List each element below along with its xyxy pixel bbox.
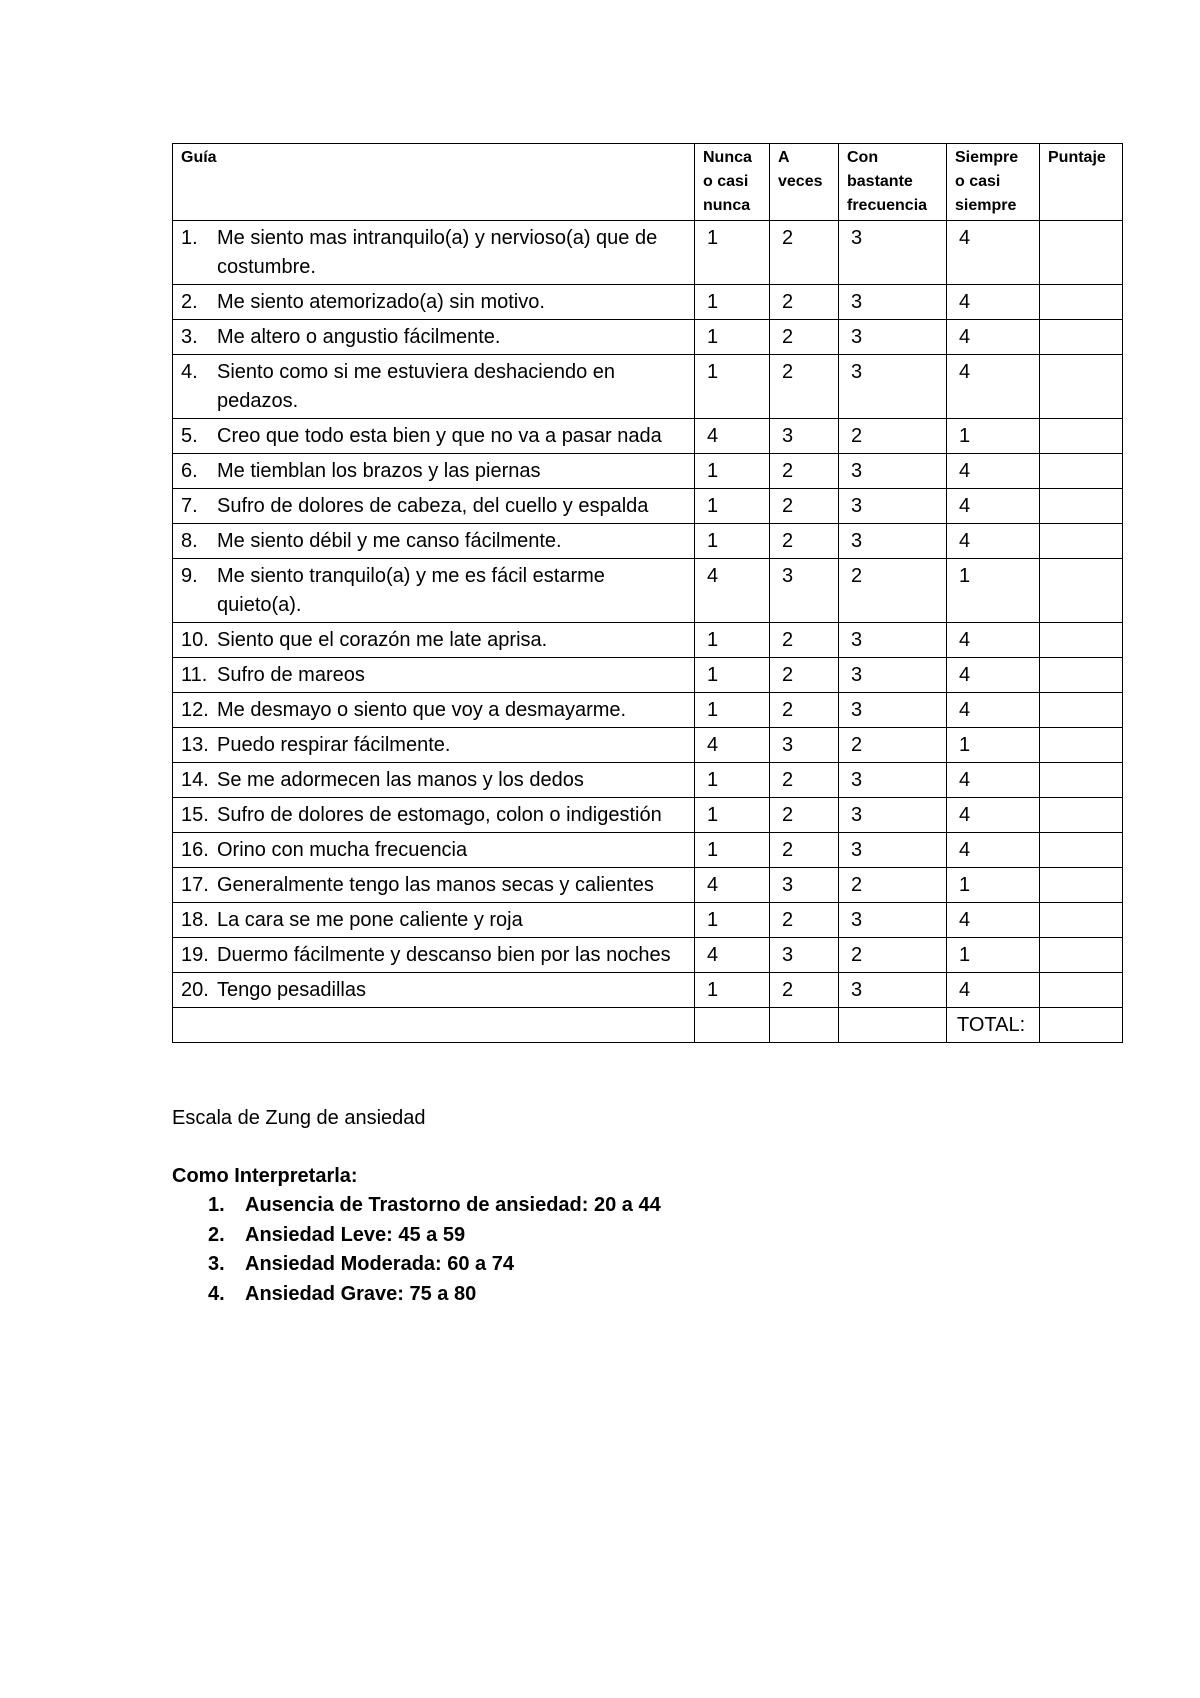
list-item-text: Ansiedad Leve: 45 a 59 <box>245 1223 466 1246</box>
value-siempre: 4 <box>947 454 1040 489</box>
item-cell <box>173 798 695 833</box>
score-cell[interactable] <box>1040 763 1123 798</box>
list-item <box>208 1221 661 1251</box>
table-caption: Escala de Zung de ansiedad <box>172 1107 426 1129</box>
value-siempre: 4 <box>947 798 1040 833</box>
item-text: Tengo pesadillas <box>217 979 366 1001</box>
value-con-bastante-frecuencia: 3 <box>839 903 947 938</box>
item-text: Me siento mas intranquilo(a) y nervioso(a) que de costumbre. <box>217 227 658 278</box>
item-number: 6. <box>181 460 198 482</box>
item-text: Me siento atemorizado(a) sin motivo. <box>217 291 545 313</box>
table-row <box>173 489 1123 524</box>
value-con-bastante-frecuencia: 3 <box>839 658 947 693</box>
score-cell[interactable] <box>1040 938 1123 973</box>
value-con-bastante-frecuencia: 2 <box>839 728 947 763</box>
interpretation-title: Como Interpretarla: <box>172 1165 358 1187</box>
value-siempre: 1 <box>947 938 1040 973</box>
value-nunca: 4 <box>695 938 770 973</box>
item-cell <box>173 693 695 728</box>
score-cell[interactable] <box>1040 658 1123 693</box>
value-nunca: 1 <box>695 833 770 868</box>
item-text: Sufro de dolores de estomago, colon o indigestión <box>217 804 662 826</box>
item-number: 15. <box>181 804 209 826</box>
item-text: Siento que el corazón me late aprisa. <box>217 629 548 651</box>
item-number: 3. <box>181 326 198 348</box>
item-text: Se me adormecen las manos y los dedos <box>217 769 584 791</box>
value-siempre: 4 <box>947 903 1040 938</box>
value-a-veces: 2 <box>770 221 839 285</box>
value-a-veces: 2 <box>770 798 839 833</box>
item-number: 4. <box>181 361 198 383</box>
value-nunca: 1 <box>695 973 770 1008</box>
score-cell[interactable] <box>1040 833 1123 868</box>
value-con-bastante-frecuencia: 3 <box>839 833 947 868</box>
item-cell <box>173 728 695 763</box>
score-cell[interactable] <box>1040 454 1123 489</box>
table-row <box>173 938 1123 973</box>
total-empty-cell <box>173 1008 695 1043</box>
item-cell <box>173 868 695 903</box>
total-empty-cell <box>839 1008 947 1043</box>
item-number: 8. <box>181 530 198 552</box>
list-item <box>208 1250 661 1280</box>
value-a-veces: 2 <box>770 320 839 355</box>
table-row <box>173 798 1123 833</box>
value-a-veces: 3 <box>770 728 839 763</box>
value-con-bastante-frecuencia: 3 <box>839 454 947 489</box>
value-nunca: 4 <box>695 868 770 903</box>
value-siempre: 4 <box>947 221 1040 285</box>
value-con-bastante-frecuencia: 3 <box>839 221 947 285</box>
value-con-bastante-frecuencia: 2 <box>839 868 947 903</box>
item-number: 18. <box>181 909 209 931</box>
list-item-number: 3. <box>208 1253 225 1275</box>
list-item-text: Ansiedad Grave: 75 a 80 <box>245 1282 477 1305</box>
item-text: Me siento tranquilo(a) y me es fácil estarme quieto(a). <box>217 565 605 616</box>
value-a-veces: 3 <box>770 559 839 623</box>
item-text: Siento como si me estuviera deshaciendo en pedazos. <box>217 361 616 412</box>
score-cell[interactable] <box>1040 355 1123 419</box>
score-cell[interactable] <box>1040 903 1123 938</box>
score-cell[interactable] <box>1040 798 1123 833</box>
value-nunca: 1 <box>695 454 770 489</box>
value-siempre: 1 <box>947 868 1040 903</box>
item-text: Puedo respirar fácilmente. <box>217 734 451 756</box>
score-cell[interactable] <box>1040 285 1123 320</box>
list-item-text: Ausencia de Trastorno de ansiedad: 20 a 44 <box>245 1194 661 1216</box>
table-row <box>173 559 1123 623</box>
value-con-bastante-frecuencia: 3 <box>839 524 947 559</box>
item-cell <box>173 355 695 419</box>
interpretation-list <box>208 1191 661 1309</box>
value-siempre: 4 <box>947 355 1040 419</box>
item-cell <box>173 489 695 524</box>
item-number: 7. <box>181 495 198 517</box>
table-row <box>173 903 1123 938</box>
value-a-veces: 3 <box>770 938 839 973</box>
value-nunca: 1 <box>695 693 770 728</box>
value-con-bastante-frecuencia: 3 <box>839 693 947 728</box>
value-nunca: 1 <box>695 285 770 320</box>
header-puntaje: Puntaje <box>1040 144 1123 221</box>
score-cell[interactable] <box>1040 559 1123 623</box>
score-cell[interactable] <box>1040 524 1123 559</box>
item-number: 2. <box>181 291 198 313</box>
total-empty-cell <box>770 1008 839 1043</box>
value-a-veces: 2 <box>770 355 839 419</box>
value-nunca: 1 <box>695 623 770 658</box>
table-row <box>173 973 1123 1008</box>
value-con-bastante-frecuencia: 3 <box>839 798 947 833</box>
score-cell[interactable] <box>1040 973 1123 1008</box>
value-siempre: 4 <box>947 658 1040 693</box>
item-text: Generalmente tengo las manos secas y calientes <box>217 874 654 896</box>
item-text: Creo que todo esta bien y que no va a pasar nada <box>217 425 662 447</box>
item-cell <box>173 658 695 693</box>
table-row <box>173 728 1123 763</box>
list-item <box>208 1280 661 1310</box>
score-cell[interactable] <box>1040 623 1123 658</box>
table-header-row <box>173 144 1123 221</box>
item-cell <box>173 623 695 658</box>
item-number: 1. <box>181 227 198 249</box>
item-text: Duermo fácilmente y descanso bien por las noches <box>217 944 671 966</box>
item-cell <box>173 285 695 320</box>
item-cell <box>173 833 695 868</box>
value-a-veces: 2 <box>770 623 839 658</box>
value-con-bastante-frecuencia: 3 <box>839 320 947 355</box>
value-siempre: 4 <box>947 320 1040 355</box>
item-text: Orino con mucha frecuencia <box>217 839 468 861</box>
list-item-number: 4. <box>208 1282 225 1305</box>
table-row <box>173 524 1123 559</box>
total-value-cell[interactable] <box>1040 1008 1123 1043</box>
value-a-veces: 2 <box>770 454 839 489</box>
total-empty-cell <box>695 1008 770 1043</box>
item-number: 10. <box>181 629 209 651</box>
total-label: TOTAL: <box>947 1008 1040 1043</box>
value-nunca: 1 <box>695 658 770 693</box>
value-nunca: 4 <box>695 728 770 763</box>
header-guia: Guía <box>173 144 695 221</box>
table-row <box>173 454 1123 489</box>
item-text: Sufro de mareos <box>217 664 365 686</box>
value-a-veces: 2 <box>770 658 839 693</box>
value-a-veces: 2 <box>770 693 839 728</box>
score-cell[interactable] <box>1040 419 1123 454</box>
value-a-veces: 2 <box>770 489 839 524</box>
table-row <box>173 221 1123 285</box>
value-con-bastante-frecuencia: 3 <box>839 973 947 1008</box>
table-row <box>173 833 1123 868</box>
value-con-bastante-frecuencia: 3 <box>839 355 947 419</box>
table-row <box>173 285 1123 320</box>
item-cell <box>173 973 695 1008</box>
value-con-bastante-frecuencia: 2 <box>839 419 947 454</box>
value-siempre: 4 <box>947 623 1040 658</box>
header-siempre: Siempre o casi siempre <box>947 144 1040 221</box>
value-nunca: 4 <box>695 419 770 454</box>
header-nunca: Nunca o casi nunca <box>695 144 770 221</box>
value-con-bastante-frecuencia: 3 <box>839 623 947 658</box>
value-con-bastante-frecuencia: 3 <box>839 489 947 524</box>
value-nunca: 1 <box>695 355 770 419</box>
table-row <box>173 419 1123 454</box>
item-text: Me tiemblan los brazos y las piernas <box>217 460 541 482</box>
item-text: Me desmayo o siento que voy a desmayarme. <box>217 699 627 721</box>
value-nunca: 1 <box>695 798 770 833</box>
value-siempre: 1 <box>947 728 1040 763</box>
value-con-bastante-frecuencia: 3 <box>839 285 947 320</box>
item-number: 11. <box>181 664 208 686</box>
item-number: 13. <box>181 734 209 756</box>
item-number: 16. <box>181 839 209 861</box>
score-cell[interactable] <box>1040 868 1123 903</box>
header-a-veces: A veces <box>770 144 839 221</box>
item-text: Sufro de dolores de cabeza, del cuello y espalda <box>217 495 649 517</box>
value-nunca: 1 <box>695 489 770 524</box>
list-item-text: Ansiedad Moderada: 60 a 74 <box>245 1253 514 1275</box>
value-siempre: 1 <box>947 419 1040 454</box>
total-row <box>173 1008 1123 1043</box>
list-item-number: 1. <box>208 1194 225 1216</box>
item-number: 14. <box>181 769 209 791</box>
value-siempre: 4 <box>947 489 1040 524</box>
item-cell <box>173 903 695 938</box>
value-nunca: 1 <box>695 903 770 938</box>
value-nunca: 1 <box>695 221 770 285</box>
item-cell <box>173 320 695 355</box>
item-text: La cara se me pone caliente y roja <box>217 909 523 931</box>
value-nunca: 1 <box>695 524 770 559</box>
item-text: Me siento débil y me canso fácilmente. <box>217 530 562 552</box>
item-number: 12. <box>181 699 209 721</box>
table-row <box>173 623 1123 658</box>
item-cell <box>173 938 695 973</box>
table-row <box>173 320 1123 355</box>
score-cell[interactable] <box>1040 320 1123 355</box>
item-cell <box>173 221 695 285</box>
value-a-veces: 2 <box>770 833 839 868</box>
value-a-veces: 2 <box>770 903 839 938</box>
list-item-number: 2. <box>208 1223 225 1246</box>
header-con-bastante-frecuencia: Con bastante frecuencia <box>839 144 947 221</box>
value-nunca: 1 <box>695 320 770 355</box>
score-cell[interactable] <box>1040 693 1123 728</box>
value-a-veces: 2 <box>770 763 839 798</box>
value-a-veces: 2 <box>770 973 839 1008</box>
table-row <box>173 658 1123 693</box>
item-cell <box>173 763 695 798</box>
table-row <box>173 763 1123 798</box>
value-siempre: 1 <box>947 559 1040 623</box>
value-siempre: 4 <box>947 693 1040 728</box>
value-a-veces: 3 <box>770 868 839 903</box>
value-con-bastante-frecuencia: 2 <box>839 559 947 623</box>
score-cell[interactable] <box>1040 489 1123 524</box>
list-item <box>208 1191 661 1221</box>
item-number: 19. <box>181 944 209 966</box>
item-number: 20. <box>181 979 209 1001</box>
item-cell <box>173 419 695 454</box>
value-con-bastante-frecuencia: 3 <box>839 763 947 798</box>
item-number: 9. <box>181 565 198 587</box>
item-number: 17. <box>181 874 209 896</box>
value-siempre: 4 <box>947 763 1040 798</box>
table-row <box>173 693 1123 728</box>
score-cell[interactable] <box>1040 728 1123 763</box>
item-number: 5. <box>181 425 198 447</box>
value-a-veces: 3 <box>770 419 839 454</box>
value-siempre: 4 <box>947 833 1040 868</box>
item-cell <box>173 559 695 623</box>
item-cell <box>173 454 695 489</box>
value-a-veces: 2 <box>770 285 839 320</box>
value-con-bastante-frecuencia: 2 <box>839 938 947 973</box>
score-cell[interactable] <box>1040 221 1123 285</box>
value-nunca: 1 <box>695 763 770 798</box>
value-siempre: 4 <box>947 524 1040 559</box>
value-siempre: 4 <box>947 285 1040 320</box>
item-text: Me altero o angustio fácilmente. <box>217 326 501 348</box>
value-nunca: 4 <box>695 559 770 623</box>
zung-anxiety-table <box>172 143 1123 1043</box>
table-row <box>173 868 1123 903</box>
value-a-veces: 2 <box>770 524 839 559</box>
item-cell <box>173 524 695 559</box>
value-siempre: 4 <box>947 973 1040 1008</box>
table-row <box>173 355 1123 419</box>
